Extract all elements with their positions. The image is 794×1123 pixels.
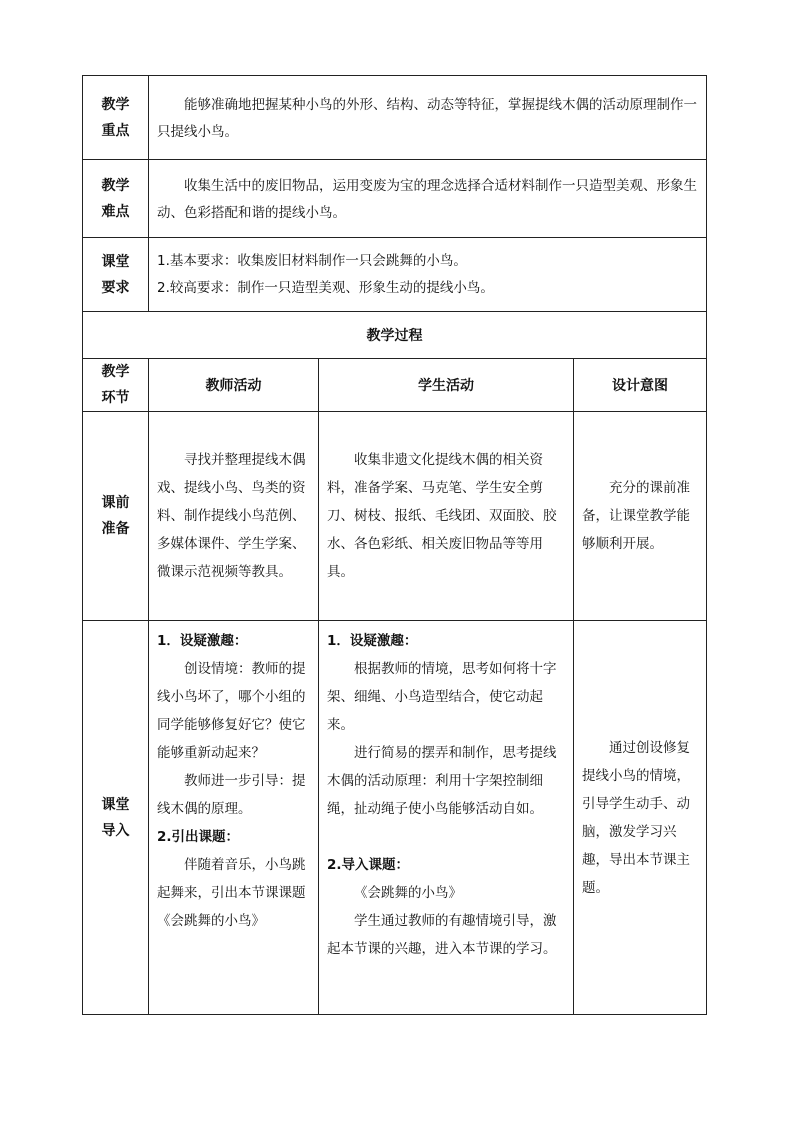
intro-teacher-para: 创设情境：教师的提线小鸟坏了，哪个小组的同学能够修复好它？使它能够重新动起来？: [157, 661, 306, 761]
prep-teacher-text: 寻找并整理提线木偶戏、提线小鸟、鸟类的资料、制作提线小鸟范例、多媒体课件、学生学案、微课示范视频等教具。: [157, 452, 306, 580]
row-column-headers: [83, 359, 707, 412]
label-class-requirements: 课堂 要求: [83, 238, 149, 312]
header-stage: 教学 环节: [83, 359, 149, 412]
intro-student-para: 学生通过教师的有趣情境引导，激起本节课的兴趣，进入本节课的学习。: [327, 913, 557, 957]
stage-class-intro: 课堂 导入: [83, 621, 149, 1015]
header-student-activity: 学生活动: [319, 359, 574, 412]
label-teaching-difficulty: 教学 难点: [83, 160, 149, 238]
requirement-item: 1.基本要求：收集废旧材料制作一只会跳舞的小鸟。: [157, 252, 467, 269]
prep-student-text: 收集非遗文化提线木偶的相关资料，准备学案、马克笔、学生安全剪刀、树枝、报纸、毛线团、双面胶、胶水、各色彩纸、相关废旧物品等等用具。: [327, 452, 557, 580]
process-title: 教学过程: [83, 312, 707, 359]
intro-teacher-heading-2: 2.引出课题：: [157, 829, 240, 845]
label-teaching-focus: 教学 重点: [83, 76, 149, 160]
row-process-title: [83, 312, 707, 359]
row-teaching-focus: [83, 76, 707, 160]
intro-teacher-heading-1: 1．设疑激趣：: [157, 633, 248, 649]
requirement-item: 2.较高要求：制作一只造型美观、形象生动的提线小鸟。: [157, 279, 494, 296]
intro-student-heading-2: 2.导入课题：: [327, 857, 410, 873]
row-teaching-difficulty: [83, 160, 707, 238]
teaching-difficulty-text: 收集生活中的废旧物品，运用变废为宝的理念选择合适材料制作一只造型美观、形象生动、色彩搭配和谐的提线小鸟。: [157, 177, 697, 221]
intro-teacher-para: 伴随着音乐，小鸟跳起舞来，引出本节课课题《会跳舞的小鸟》: [157, 857, 306, 929]
intro-student-para: 根据教师的情境，思考如何将十字架、细绳、小鸟造型结合，使它动起来。: [327, 661, 557, 733]
intro-student-para: 《会跳舞的小鸟》: [354, 885, 462, 901]
stage-pre-class-prep: 课前 准备: [83, 412, 149, 621]
teaching-focus-text: 能够准确地把握某种小鸟的外形、结构、动态等特征，掌握提线木偶的活动原理制作一只提线小鸟。: [157, 96, 697, 140]
intro-student-para: 进行简易的摆弄和制作，思考提线木偶的活动原理：利用十字架控制细绳，扯动绳子使小鸟能够活动自如。: [327, 745, 557, 817]
row-class-requirements: [83, 238, 707, 312]
row-pre-class-prep: [83, 412, 707, 621]
header-teacher-activity: 教师活动: [149, 359, 319, 412]
spacer: [327, 823, 565, 851]
intro-intent-text: 通过创设修复提线小鸟的情境，引导学生动手、动脑，激发学习兴趣，导出本节课主题。: [582, 739, 690, 896]
row-class-intro: [83, 621, 707, 1015]
prep-intent-text: 充分的课前准备，让课堂教学能够顺利开展。: [582, 480, 690, 552]
lesson-plan-table: [82, 75, 707, 1015]
header-design-intent: 设计意图: [574, 359, 707, 412]
intro-student-heading-1: 1．设疑激趣：: [327, 633, 418, 649]
intro-teacher-para: 教师进一步引导：提线木偶的原理。: [157, 773, 306, 817]
